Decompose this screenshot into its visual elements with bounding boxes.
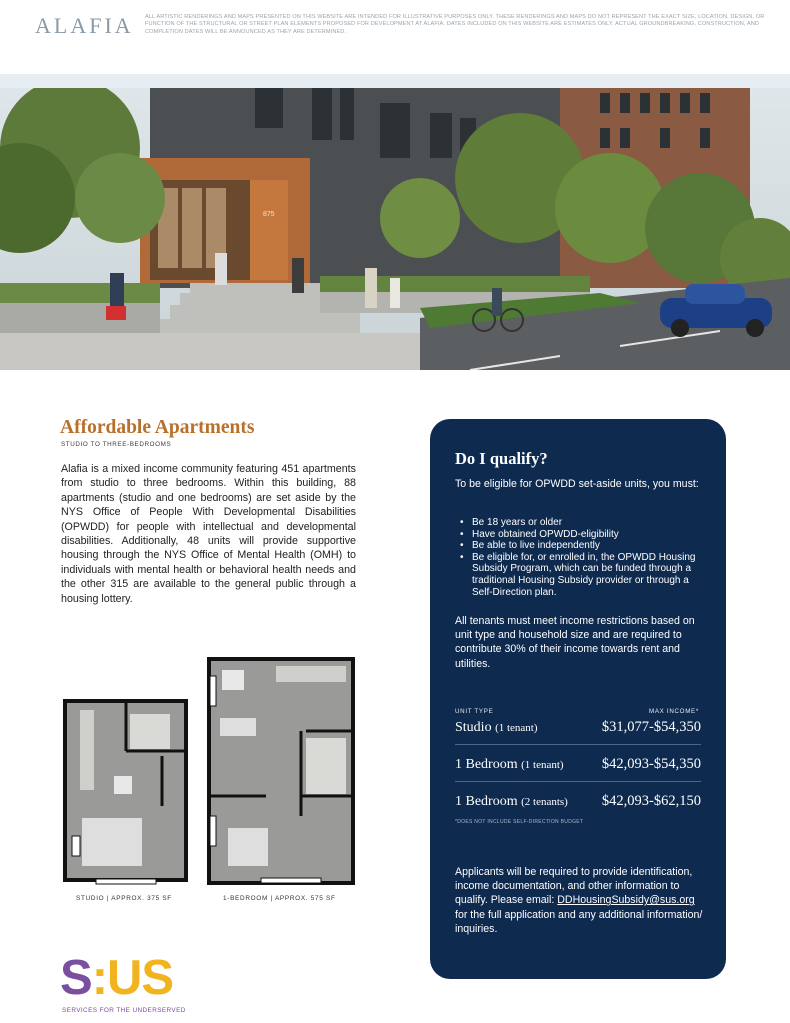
- intro-paragraph: Alafia is a mixed income community featuring 451 apartments from studio to three bedrooms. Within this building, 88 apartments (studio and one bedrooms) are set aside by the NYS Office of People With Developmental Disabilities (OPWDD) for people with intellectual and developmental disabilities. Additionally, 48 units will provide supportive housing through the NYS Office of Mental Health (OMH) to individuals with mental health or behavioral health needs and the other 315 are available to the general public through a housing lottery.: [61, 463, 356, 605]
- unit-type-header: UNIT TYPE: [455, 708, 494, 715]
- sus-logo[interactable]: [60, 950, 195, 1020]
- building-rendering-image: [0, 88, 790, 370]
- income-table-row: [455, 715, 701, 745]
- contact-email-link[interactable]: DDHousingSubsidy@sus.org: [557, 894, 695, 907]
- hero-rendering: [0, 88, 790, 370]
- qualify-heading: Do I qualify?: [455, 449, 548, 468]
- studio-floor-plan: [62, 696, 189, 886]
- page-subtitle: STUDIO TO THREE-BEDROOMS: [61, 441, 172, 448]
- requirement-item: • Have obtained OPWDD-eligibility: [460, 529, 710, 541]
- page-title: Affordable Apartments: [60, 417, 255, 438]
- one-bedroom-floor-plan: [206, 656, 356, 886]
- page-header: [0, 0, 790, 74]
- income-table-row: [455, 788, 701, 818]
- unit-type-cell: 1 Bedroom (2 tenants): [455, 794, 568, 809]
- qualify-lead: To be eligible for OPWDD set-aside units, you must:: [455, 478, 699, 490]
- studio-plan-label: STUDIO | APPROX. 375 SF: [76, 895, 172, 902]
- requirements-list: [460, 517, 710, 598]
- unit-type-cell: 1 Bedroom (1 tenant): [455, 757, 564, 772]
- income-table-row: [455, 752, 701, 782]
- max-income-cell: $42,093-$62,150: [601, 793, 701, 809]
- alafia-logo[interactable]: ALAFIA: [35, 13, 134, 38]
- application-instructions: Applicants will be required to provide identification, income documentation, and other information to qualify. Please email: DDHousingSubsidy@sus.org for the full application and any additional information/ inquiries.: [455, 866, 703, 935]
- max-income-header: MAX INCOME*: [649, 708, 699, 715]
- requirement-item: • Be able to live independently: [460, 540, 710, 552]
- income-footnote: *DOES NOT INCLUDE SELF-DIRECTION BUDGET: [455, 819, 584, 825]
- sus-tagline: SERVICES FOR THE UNDERSERVED: [62, 1007, 186, 1014]
- svg-text:875: 875: [263, 211, 275, 218]
- disclaimer-text: ALL ARTISTIC RENDERINGS AND MAPS PRESENTED ON THIS WEBSITE ARE INTENDED FOR ILLUSTRATIVE PURPOSES ONLY. THESE RENDERINGS AND MAPS DO NOT REPRESENT THE EXACT SIZE, LOCATION, DESIGN, OR FUNCTION OF THE STRUCTURAL OR STREET PLAN ELEMENTS PROPOSED FOR DEVELOPMENT AT ALAFIA. DATES INCLUDED ON THIS WEBSITE ARE ESTIMATES ONLY. ACTUAL GROUNDBREAKING, CONSTRUCTION, AND COMPLETION DATES WILL BE ANNOUNCED AS THEY ARE DETERMINED.: [145, 14, 765, 35]
- sus-logo-mark: S:US: [60, 951, 174, 1005]
- max-income-cell: $42,093-$54,350: [601, 756, 701, 772]
- requirement-item: • Be eligible for, or enrolled in, the OPWDD Housing Subsidy Program, which can be funded through a traditional Housing Subsidy provider or through a Self-Direction plan.: [460, 552, 710, 598]
- max-income-cell: $31,077-$54,350: [601, 719, 701, 735]
- unit-type-cell: Studio (1 tenant): [455, 720, 538, 735]
- qualify-panel: [430, 419, 726, 979]
- income-restrictions-text: All tenants must meet income restrictions based on unit type and household size and are required to contribute 30% of their income towards rent and utilities.: [455, 615, 695, 670]
- requirement-item: • Be 18 years or older: [460, 517, 710, 529]
- one-bedroom-plan-label: 1-BEDROOM | APPROX. 575 SF: [223, 895, 336, 902]
- header-divider-bar: [0, 74, 790, 88]
